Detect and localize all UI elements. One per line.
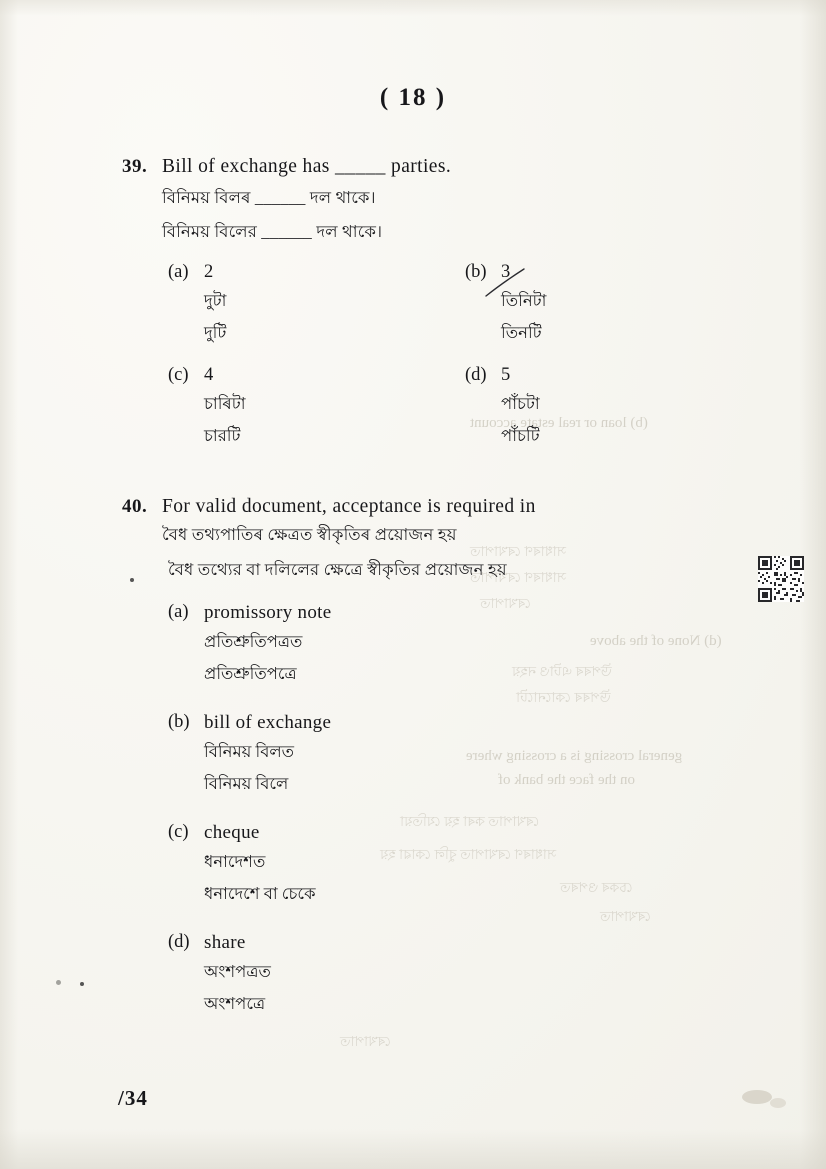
question-39-options: [168, 262, 762, 450]
option-a[interactable]: [168, 262, 465, 347]
option-b-text-bengali: বিনিময় বিলে: [204, 774, 289, 793]
question-40-text-bengali: বৈধ তথ্যের বা দলিলের ক্ষেত্রে স্বীকৃতির প্রয়োজন হয়: [168, 560, 507, 579]
option-c-text-assamese: চাৰিটা: [204, 394, 246, 413]
option-d-label: (d): [465, 365, 487, 385]
question-40-text-english: For valid document, acceptance is required in: [162, 496, 536, 517]
option-row: [168, 365, 762, 450]
option-row: [168, 262, 762, 347]
option-c-text-assamese: ধনাদেশত: [204, 852, 266, 871]
bleedthrough-text: ৰেখাপাত: [600, 910, 651, 925]
option-b-text-english: 3: [501, 262, 511, 282]
option-d-label: (d): [168, 932, 190, 952]
question-40: [122, 496, 762, 1042]
option-d-text-english: share: [204, 932, 246, 953]
option-a[interactable]: [168, 602, 762, 688]
bleedthrough-text: on the face the bank of: [498, 772, 636, 788]
bleedthrough-text: চেকৰ ওপৰত: [560, 881, 633, 896]
option-c-text-bengali: ধনাদেশে বা চেকে: [204, 884, 316, 903]
option-a-text-bengali: প্রতিশ্রুতিপত্রে: [204, 664, 297, 683]
question-40-heading: [122, 496, 762, 584]
bleedthrough-text: (d) None of the above: [590, 633, 722, 649]
question-39-text-bengali: বিনিময় বিলের ______ দল থাকে।: [162, 222, 383, 241]
question-40-number: 40.: [122, 496, 148, 517]
question-39: [122, 156, 762, 468]
option-d-text-bengali: অংশপত্রে: [204, 994, 266, 1013]
option-b[interactable]: [465, 262, 762, 347]
page-number-header: ( 18 ): [379, 84, 447, 111]
ink-dot: [130, 578, 134, 582]
option-a-label: (a): [168, 262, 189, 282]
option-b[interactable]: [168, 712, 762, 798]
option-b-label: (b): [168, 712, 190, 732]
option-a-text-assamese: দুটা: [204, 291, 227, 310]
ink-dot: [80, 982, 84, 986]
option-a-text-bengali: দুটি: [204, 323, 227, 342]
option-c[interactable]: [168, 822, 762, 908]
option-d[interactable]: [168, 932, 762, 1018]
option-d[interactable]: [465, 365, 762, 450]
option-b-text-assamese: বিনিময় বিলত: [204, 742, 295, 761]
bleedthrough-text: সাধাৰণ ৰেখাপাত বুলি কোৱা হয়: [380, 848, 557, 863]
question-39-text-english: Bill of exchange has _____ parties.: [162, 156, 452, 177]
option-c-text-english: cheque: [204, 822, 260, 843]
bleedthrough-text: উপৰৰ এটাও নহয়: [512, 665, 612, 680]
question-39-heading: [122, 156, 762, 246]
option-c-label: (c): [168, 365, 189, 385]
option-c-text-bengali: চারটি: [204, 426, 241, 445]
qr-code-mark: [758, 556, 804, 602]
bleedthrough-text: (b) loan or real estate account: [470, 415, 648, 431]
option-a-label: (a): [168, 602, 189, 622]
question-40-options: [168, 602, 762, 1018]
option-a-text-assamese: প্ৰতিশ্ৰুতিপত্ৰত: [204, 632, 303, 651]
bleedthrough-text: ৰেখাপাত: [340, 1035, 391, 1050]
bleedthrough-text: সাধাৰণ ৰেখাপাত: [470, 545, 566, 560]
question-39-number: 39.: [122, 156, 148, 177]
option-c-text-english: 4: [204, 365, 214, 385]
bleedthrough-text: উপৰৰ কোনোটো: [516, 691, 611, 706]
option-d-text-assamese: পাঁচটা: [501, 394, 540, 413]
bleedthrough-text: ৰেখাপাত: [480, 597, 531, 612]
footer-page-number: /34: [118, 1086, 148, 1110]
option-a-text-english: 2: [204, 262, 214, 282]
option-b-text-bengali: তিনটি: [501, 323, 542, 342]
option-d-text-bengali: পাঁচটি: [501, 426, 540, 445]
option-b-text-english: bill of exchange: [204, 712, 332, 733]
option-d-text-assamese: অংশপত্ৰত: [204, 962, 271, 981]
option-b-text-assamese: তিনিটা: [501, 291, 547, 310]
option-d-text-english: 5: [501, 365, 511, 385]
option-c-label: (c): [168, 822, 189, 842]
option-c[interactable]: [168, 365, 465, 450]
question-39-text-assamese: বিনিময় বিলৰ ______ দল থাকে।: [162, 188, 376, 207]
option-b-label: (b): [465, 262, 487, 282]
option-a-text-english: promissory note: [204, 602, 332, 623]
bleedthrough-text: সাধাৰণ ৰেখাপাত: [470, 571, 566, 586]
bleedthrough-text: general crossing is a crossing where: [466, 748, 683, 764]
question-40-text-assamese: বৈধ তথ্যপাতিৰ ক্ষেত্ৰত স্বীকৃতিৰ প্ৰয়োজন হয়: [162, 525, 457, 544]
bleedthrough-text: ৰেখাপাত কৰা হয় যেতিয়া: [400, 815, 540, 830]
